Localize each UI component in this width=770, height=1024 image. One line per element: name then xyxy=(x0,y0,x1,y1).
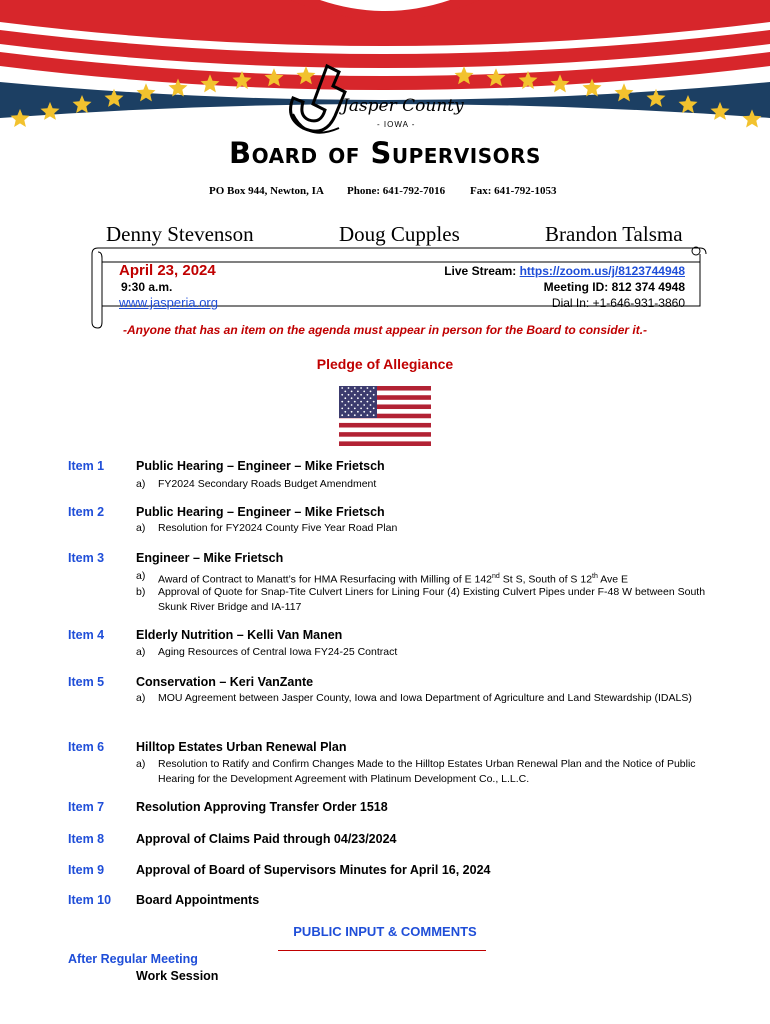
sub-item-letter: b) xyxy=(136,586,146,598)
flag-star xyxy=(357,411,359,413)
flag-star xyxy=(373,394,375,396)
item-title: Hilltop Estates Urban Renewal Plan xyxy=(136,740,347,754)
flag-star xyxy=(370,411,372,413)
item-title: Engineer – Mike Frietsch xyxy=(136,551,284,565)
fax: Fax: 641-792-1053 xyxy=(470,185,557,197)
flag-star xyxy=(354,394,356,396)
pledge-heading: Pledge of Allegiance xyxy=(316,356,454,372)
po-box: PO Box 944, Newton, IA xyxy=(209,185,324,197)
flag-star xyxy=(360,387,362,389)
sub-item-text: MOU Agreement between Jasper County, Iowa and Iowa Department of Agriculture and Land Stewardship (IDALS) xyxy=(158,692,692,704)
flag-star xyxy=(363,397,365,399)
flag-star xyxy=(370,397,372,399)
county-logo-text: Jasper County xyxy=(342,96,464,116)
website-link[interactable]: www.jasperia.org xyxy=(119,295,218,310)
sub-item-letter: a) xyxy=(136,646,146,658)
item-number: Item 6 xyxy=(68,740,105,754)
flag-star xyxy=(360,408,362,410)
flag-star xyxy=(373,387,375,389)
flag-star xyxy=(360,394,362,396)
meeting-date: April 23, 2024 xyxy=(119,262,216,279)
flag-star xyxy=(370,391,372,393)
item-number: Item 10 xyxy=(68,893,112,907)
flag-star xyxy=(351,411,353,413)
divider xyxy=(278,950,486,951)
flag-star xyxy=(373,408,375,410)
sub-item-text: FY2024 Secondary Roads Budget Amendment xyxy=(158,478,377,490)
flag-star xyxy=(354,414,356,416)
flag-stripe xyxy=(339,432,431,437)
flag-star xyxy=(351,404,353,406)
item-number: Item 3 xyxy=(68,551,105,565)
work-session: Work Session xyxy=(136,969,219,983)
flag-star xyxy=(344,391,346,393)
flag-stripe xyxy=(339,437,431,442)
item-title: Approval of Board of Supervisors Minutes for April 16, 2024 xyxy=(136,863,491,877)
superscript: nd xyxy=(492,573,500,580)
item-number: Item 5 xyxy=(68,675,105,689)
sub-item-letter: a) xyxy=(136,478,146,490)
flag-stripe xyxy=(339,441,431,446)
flag-star xyxy=(373,401,375,403)
supervisor-name: Denny Stevenson xyxy=(106,222,254,246)
flag-star xyxy=(363,411,365,413)
supervisor-name: Brandon Talsma xyxy=(545,222,683,246)
flag-star xyxy=(348,387,350,389)
flag-star xyxy=(360,401,362,403)
flag-star xyxy=(360,414,362,416)
flag-star xyxy=(341,394,343,396)
sub-item-letter: a) xyxy=(136,522,146,534)
flag-star xyxy=(363,404,365,406)
item-title: Public Hearing – Engineer – Mike Frietsch xyxy=(136,459,385,473)
text-part: Ave E xyxy=(597,573,629,586)
dial-in: Dial In: +1-646-931-3860 xyxy=(551,296,685,310)
item-number: Item 1 xyxy=(68,459,105,473)
superscript: th xyxy=(592,573,598,580)
meeting-time: 9:30 a.m. xyxy=(121,280,173,294)
text-part: St S, South of S 12 xyxy=(499,573,593,586)
after-meeting-heading: After Regular Meeting xyxy=(68,952,198,966)
item-number: Item 2 xyxy=(68,505,105,519)
live-stream-link[interactable]: https://zoom.us/j/8123744948 xyxy=(519,264,685,278)
flag-star xyxy=(351,391,353,393)
item-number: Item 8 xyxy=(68,832,105,846)
flag-star xyxy=(367,401,369,403)
flag-star xyxy=(348,394,350,396)
flag-star xyxy=(373,414,375,416)
text-part: Award of Contract to Manatt’s for HMA Resurfacing with Milling of E 142 xyxy=(158,573,493,586)
item-number: Item 4 xyxy=(68,628,105,642)
flag-stripe xyxy=(339,418,431,423)
flag-star xyxy=(348,414,350,416)
flag-star xyxy=(357,404,359,406)
flag-star xyxy=(341,401,343,403)
flag-stripe xyxy=(339,428,431,433)
flag-stripe xyxy=(339,423,431,428)
item-title: Elderly Nutrition – Kelli Van Manen xyxy=(136,628,343,642)
sub-item-text: Resolution to Ratify and Confirm Changes Made to the Hilltop Estates Urban Renewal Plan and the Notice of Public Hearing for the Development Agreement with Platinum Development Co., L.L.C. xyxy=(158,758,696,785)
flag-star xyxy=(354,401,356,403)
flag-star xyxy=(357,391,359,393)
live-stream xyxy=(444,264,685,278)
item-title: Public Hearing – Engineer – Mike Frietsch xyxy=(136,505,385,519)
item-title: Conservation – Keri VanZante xyxy=(136,675,314,689)
sub-item-letter: a) xyxy=(136,692,146,704)
sub-item-text: Aging Resources of Central Iowa FY24-25 Contract xyxy=(158,646,398,658)
flag-star xyxy=(341,387,343,389)
flag-star xyxy=(370,404,372,406)
item-number: Item 7 xyxy=(68,800,105,814)
phone: Phone: 641-792-7016 xyxy=(347,185,446,197)
sub-item-text: Approval of Quote for Snap-Tite Culvert Liners for Lining Four (4) Existing Culvert Pipes under F-48 W between South Skunk River Bridge and IA-117 xyxy=(158,586,706,613)
flag-star xyxy=(351,397,353,399)
flag-star xyxy=(344,404,346,406)
page-title: Board of Supervisors xyxy=(229,136,541,170)
flag-star xyxy=(341,414,343,416)
flag-star xyxy=(348,408,350,410)
live-stream-label: Live Stream: xyxy=(444,264,520,278)
meeting-id: Meeting ID: 812 374 4948 xyxy=(543,280,685,294)
item-title: Resolution Approving Transfer Order 1518 xyxy=(136,800,388,814)
flag-star xyxy=(363,391,365,393)
attendance-notice: -Anyone that has an item on the agenda must appear in person for the Board to consider it.- xyxy=(122,323,648,337)
sub-item-letter: a) xyxy=(136,758,146,770)
flag-star xyxy=(357,397,359,399)
sub-item-text: Resolution for FY2024 County Five Year Road Plan xyxy=(158,522,398,534)
flag-star xyxy=(354,387,356,389)
item-title: Board Appointments xyxy=(136,893,260,907)
flag-star xyxy=(344,397,346,399)
flag-star xyxy=(344,411,346,413)
flag-star xyxy=(367,414,369,416)
flag-star xyxy=(367,408,369,410)
sub-item-letter: a) xyxy=(136,570,146,582)
item-title: Approval of Claims Paid through 04/23/2024 xyxy=(136,832,397,846)
supervisor-name: Doug Cupples xyxy=(339,222,460,246)
flag-star xyxy=(367,387,369,389)
flag-star xyxy=(348,401,350,403)
us-flag-icon xyxy=(339,386,431,446)
county-logo-state: - IOWA - xyxy=(377,120,416,129)
flag-star xyxy=(354,408,356,410)
flag-star xyxy=(341,408,343,410)
item-number: Item 9 xyxy=(68,863,105,877)
flag-star xyxy=(367,394,369,396)
public-input-heading: PUBLIC INPUT & COMMENTS xyxy=(293,924,477,939)
